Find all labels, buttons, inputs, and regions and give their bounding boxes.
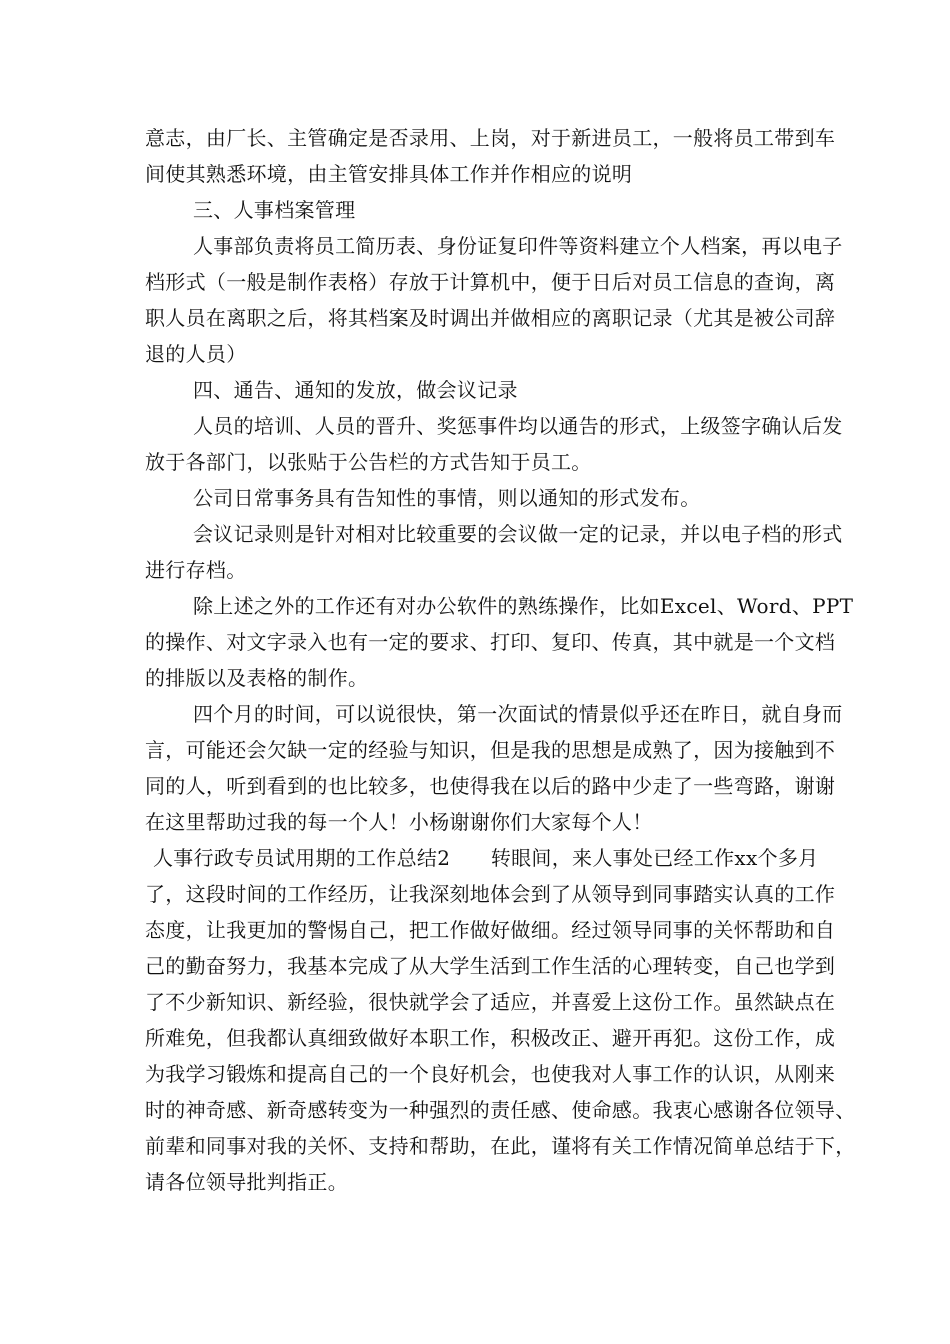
text-line: 的排版以及表格的制作。 [145,666,369,690]
article-title-line: 人事行政专员试用期的工作总结2 转眼间，来人事处已经工作xx个多月 [153,846,819,870]
text-line: 同的人，听到看到的也比较多，也使得我在以后的路中少走了一些弯路，谢谢 [145,774,836,798]
section-heading: 四、通告、通知的发放，做会议记录 [193,378,518,402]
text-line: 公司日常事务具有告知性的事情，则以通知的形式发布。 [193,486,701,510]
text-line: 间使其熟悉环境，由主管安排具体工作并作相应的说明 [145,162,633,186]
text-line: 四个月的时间，可以说很快，第一次面试的情景似乎还在昨日，就自身而 [193,702,843,726]
text-line: 人员的培训、人员的晋升、奖惩事件均以通告的形式，上级签字确认后发 [193,414,843,438]
text-line: 退的人员） [145,342,247,366]
text-line: 请各位领导批判指正。 [145,1170,348,1194]
text-line: 除上述之外的工作还有对办公软件的熟练操作，比如Excel、Word、PPT [193,594,854,618]
section-heading: 三、人事档案管理 [193,198,356,222]
text-line: 职人员在离职之后，将其档案及时调出并做相应的离职记录（尤其是被公司辞 [145,306,836,330]
text-line: 意志，由厂长、主管确定是否录用、上岗，对于新进员工，一般将员工带到车 [145,126,836,150]
text-line: 放于各部门，以张贴于公告栏的方式告知于员工。 [145,450,592,474]
text-line: 前辈和同事对我的关怀、支持和帮助，在此，谨将有关工作情况简单总结于下， [145,1134,856,1158]
text-line: 了，这段时间的工作经历，让我深刻地体会到了从领导到同事踏实认真的工作 [145,882,836,906]
text-line: 进行存档。 [145,558,247,582]
text-line: 所难免，但我都认真细致做好本职工作，积极改正、避开再犯。这份工作，成 [145,1026,836,1050]
text-line: 态度，让我更加的警惕自己，把工作做好做细。经过领导同事的关怀帮助和自 [145,918,836,942]
text-line: 了不少新知识、新经验，很快就学会了适应，并喜爱上这份工作。虽然缺点在 [145,990,836,1014]
text-line: 档形式（一般是制作表格）存放于计算机中，便于日后对员工信息的查询，离 [145,270,836,294]
text-line: 在这里帮助过我的每一个人！小杨谢谢你们大家每个人！ [145,810,653,834]
text-line: 的操作、对文字录入也有一定的要求、打印、复印、传真，其中就是一个文档 [145,630,836,654]
text-line: 时的神奇感、新奇感转变为一种强烈的责任感、使命感。我衷心感谢各位领导、 [145,1098,856,1122]
text-line: 言，可能还会欠缺一定的经验与知识，但是我的思想是成熟了，因为接触到不 [145,738,836,762]
text-line: 人事部负责将员工简历表、身份证复印件等资料建立个人档案，再以电子 [193,234,843,258]
text-line: 为我学习锻炼和提高自己的一个良好机会，也使我对人事工作的认识，从刚来 [145,1062,836,1086]
text-line: 己的勤奋努力，我基本完成了从大学生活到工作生活的心理转变，自己也学到 [145,954,836,978]
text-line: 会议记录则是针对相对比较重要的会议做一定的记录，并以电子档的形式 [193,522,843,546]
